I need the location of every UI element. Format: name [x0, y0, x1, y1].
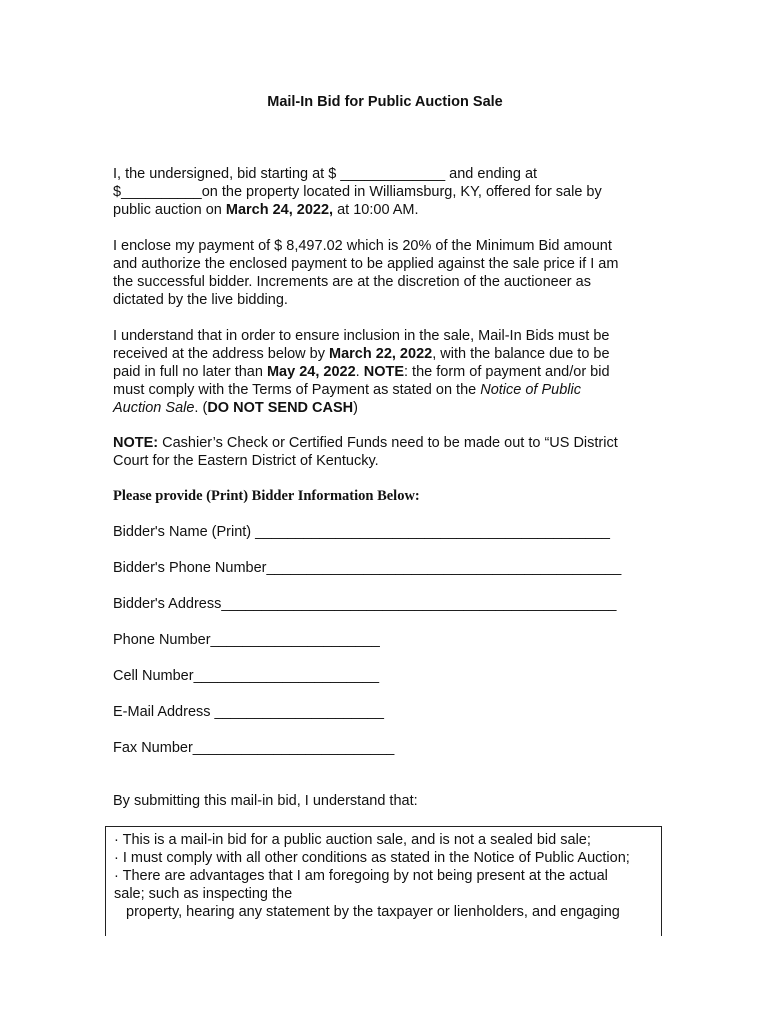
phone-number-field[interactable]: Phone Number_____________________: [113, 632, 380, 648]
text-run: . (: [194, 400, 208, 416]
text-run: : the form of payment and/or bid: [404, 364, 610, 380]
deadline-paragraph: [113, 327, 653, 417]
cell-number-field[interactable]: Cell Number_______________________: [113, 668, 380, 684]
bidder-address-field[interactable]: Bidder's Address_________________________________________________: [113, 596, 617, 612]
notice-title-italic: Auction Sale: [113, 400, 195, 416]
para3-line1: I understand that in order to ensure inclusion in the sale, Mail-In Bids must be: [113, 328, 610, 344]
condition-item-continued: property, hearing any statement by the taxpayer or lienholders, and engaging: [126, 904, 620, 920]
para3-line2: [113, 345, 653, 363]
text-run: public auction on: [113, 202, 226, 218]
condition-item: · There are advantages that I am foregoing by not being present at the actual: [114, 868, 608, 884]
conditions-box: [105, 826, 662, 936]
para4-line2: Court for the Eastern District of Kentucky.: [113, 453, 379, 469]
para2-line2: and authorize the enclosed payment to be applied against the sale price if I am: [113, 256, 619, 272]
text-run: ): [353, 400, 358, 416]
para2-line1: I enclose my payment of $ 8,497.02 which is 20% of the Minimum Bid amount: [113, 238, 612, 254]
auction-date: March 24, 2022,: [225, 202, 334, 218]
condition-item: · I must comply with all other conditions as stated in the Notice of Public Auction;: [114, 850, 630, 866]
para2-line4: dictated by the live bidding.: [113, 292, 288, 308]
para1-line2: $__________on the property located in Williamsburg, KY, offered for sale by: [113, 184, 602, 200]
para3-line3: [113, 363, 653, 381]
note-label: NOTE: [363, 364, 404, 380]
para2-line3: the successful bidder. Increments are at the discretion of the auctioneer as: [113, 274, 591, 290]
no-cash-warning: DO NOT SEND CASH: [207, 400, 354, 416]
para3-line4: [113, 381, 653, 399]
text-run: at 10:00 AM.: [333, 202, 419, 218]
bidder-info-heading: Please provide (Print) Bidder Information Below:: [113, 488, 420, 504]
text-run: Cashier’s Check or Certified Funds need to be made out to “US District: [158, 435, 618, 451]
email-field[interactable]: E-Mail Address _____________________: [113, 704, 384, 720]
payment-paragraph: [113, 237, 653, 309]
note-label: NOTE:: [113, 435, 159, 451]
text-run: .: [355, 364, 364, 380]
fax-number-field[interactable]: Fax Number_________________________: [113, 740, 395, 756]
notice-title-italic: Notice of Public: [480, 382, 581, 398]
condition-item: · This is a mail-in bid for a public auction sale, and is not a sealed bid sale;: [114, 832, 591, 848]
payee-note-paragraph: [113, 434, 653, 470]
para1-line1: I, the undersigned, bid starting at $ _____________ and ending at: [113, 166, 538, 182]
document-title: Mail-In Bid for Public Auction Sale: [267, 94, 503, 110]
text-run: must comply with the Terms of Payment as stated on the: [113, 382, 481, 398]
text-run: paid in full no later than: [113, 364, 267, 380]
text-run: , with the balance due to be: [432, 346, 610, 362]
condition-item-continued: sale; such as inspecting the: [114, 886, 293, 902]
text-run: received at the address below by: [113, 346, 330, 362]
para3-line5: [113, 399, 653, 417]
mail-deadline-date: March 22, 2022: [329, 346, 433, 362]
bid-range-paragraph: [113, 165, 653, 219]
para4-line1: [113, 434, 653, 452]
bidder-phone-field[interactable]: Bidder's Phone Number____________________________________________: [113, 560, 622, 576]
para1-line3: [113, 201, 653, 219]
balance-due-date: May 24, 2022: [266, 364, 356, 380]
understanding-statement: By submitting this mail-in bid, I understand that:: [113, 793, 418, 809]
bidder-name-field[interactable]: Bidder's Name (Print) ____________________________________________: [113, 524, 610, 540]
